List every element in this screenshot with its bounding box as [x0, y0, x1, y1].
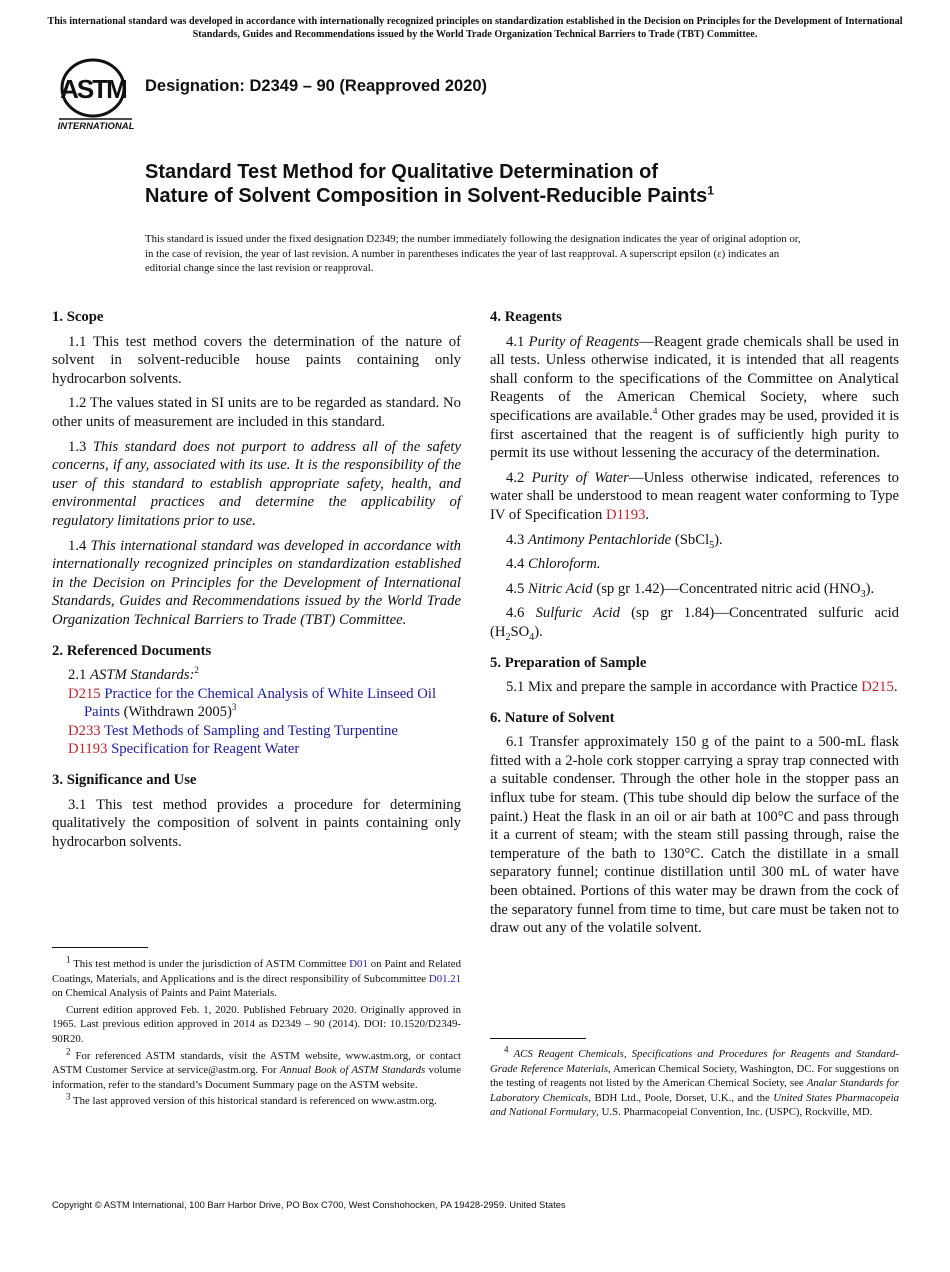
footnote-rule-right: [490, 1038, 586, 1039]
title-line-2: Nature of Solvent Composition in Solvent-Reducible Paints$^1$: [145, 183, 714, 207]
ref-d215: D215 Practice for the Chemical Analysis of White Linseed Oil Paints (Withdrawn 2005)$^3$: [68, 685, 437, 721]
para-4-6: 4.6 Sulfuric Acid (sp gr 1.84)—Concentrated sulfuric acid $(H_2SO_4)$.: [490, 605, 899, 643]
footnote-3: $^3$ The last approved version of this historical standard is referenced on www.astm.org.: [66, 1091, 437, 1108]
copyright-line: Copyright © ASTM International, 100 Barr Harbor Drive, PO Box C700, West Conshohocken, PA 19428-2959. United States: [52, 1199, 566, 1210]
para-1-1: 1.1 This test method covers the determination of the nature of solvent in solvent-reducible house paints containing only hydrocarbon solvents.: [52, 333, 461, 387]
ref-d233-title-link[interactable]: Test Methods of Sampling and Testing Turpentine: [104, 722, 398, 739]
para-1-3: 1.3 This standard does not purport to address all of the safety concerns, if any, associated with its use. It is the responsibility of the user of this standard to establish appropriate safety, health, and environmental practices and determine the applicability of regulatory limitations prior to use.: [52, 438, 462, 529]
title-line-1: Standard Test Method for Qualitative Determination of: [145, 161, 659, 183]
ref-d1193-title-link[interactable]: Specification for Reagent Water: [111, 741, 300, 758]
ref-d215-title-link[interactable]: Practice for the Chemical Analysis of White Linseed Oil Paints: [84, 685, 437, 721]
para-4-2: 4.2 Purity of Water—Unless otherwise indicated, references to water shall be understood to mean reagent water conforming to Type IV of Specification D1193.: [490, 469, 899, 523]
para-5-1: 5.1 Mix and prepare the sample in accordance with Practice D215.: [506, 679, 898, 696]
astm-logo-icon: [54, 58, 136, 132]
logo-subtext: INTERNATIONAL: [57, 121, 135, 132]
d215-link[interactable]: D215: [861, 679, 894, 696]
ref-d233: [52, 722, 461, 741]
ref-d1193-code-link[interactable]: D1193: [68, 741, 108, 758]
para-4-1: 4.1 Purity of Reagents—Reagent grade chemicals shall be used in all tests. Unless otherwise indicated, it is intended that all reagents shall conform to the specifications of the Committee on Analytical Reagents of the American Chemical Society, where such specifications are available.$^4$ Other grades may be used, provided it is first ascertained that the reagent is of sufficiently high purity to permit its use without lessening the accuracy of the determination.: [490, 333, 900, 462]
footnote-4: $^4$ ACS Reagent Chemicals, Specifications and Procedures for Reagents and Standard-Grade Reference Materials, American Chemical Society, Washington, DC. For suggestions on the testing of reagents not listed by the American Chemical Society, see Analar Standards for Laboratory Chemicals, BDH Ltd., Poole, Dorset, U.K., and the United States Pharmacopeia and National Formulary, U.S. Pharmacopeial Convention, Inc. (USPC), Rockville, MD.: [490, 1044, 900, 1119]
section-6-heading: 6. Nature of Solvent: [490, 709, 615, 726]
section-1-heading: 1. Scope: [52, 309, 104, 325]
para-3-1: 3.1 This test method provides a procedure for determining qualitatively the composition of solvent in paints containing only hydrocarbon solvents.: [52, 796, 461, 850]
top-notice: This international standard was developed in accordance with internationally recognized principles on standardization established in the Decision on Principles for the Development of International Standards, Guides and Recommendations issued by the World Trade Organization Technical Barriers to Trade (TBT) Committee.: [47, 16, 903, 40]
committee-d01-link[interactable]: D01: [349, 958, 368, 970]
ref-d215-code-link[interactable]: D215: [68, 685, 101, 702]
para-4-3: 4.3 Antimony Pentachloride (SbCl$_5$).: [506, 531, 723, 551]
footnote-4-ref[interactable]: 4: [652, 406, 658, 417]
logo-text: ASTM: [60, 74, 126, 104]
section-4-heading: 4. Reagents: [490, 309, 562, 325]
astm-logo: [54, 58, 136, 132]
para-2-1: 2.1 ASTM Standards:$^2$: [68, 665, 199, 684]
footnote-2: $^2$ For referenced ASTM standards, visit the ASTM website, www.astm.org, or contact ASTM Customer Service at service@astm.org. For Annual Book of ASTM Standards volume information, refer to the standard’s Document Summary page on the ASTM website.: [52, 1045, 461, 1091]
ref-d233-code-link[interactable]: D233: [68, 722, 101, 739]
section-2-heading: 2. Referenced Documents: [52, 642, 212, 659]
title-footnote-ref[interactable]: 1: [707, 183, 714, 198]
para-1-4: 1.4 This international standard was developed in accordance with internationally recognized principles on standardization established in the Decision on Principles for the Development of International Standards, Guides and Recommendations issued by the World Trade Organization Technical Barriers to Trade (TBT) Committee.: [52, 537, 461, 628]
ref-d1193: [52, 740, 461, 759]
section-5-heading: 5. Preparation of Sample: [490, 654, 647, 671]
footnote-1-edition: Current edition approved Feb. 1, 2020. Published February 2020. Originally approved in 1965. Last previous edition approved in 2014 as D2349 – 90 (2014). DOI: 10.1520/D2349-90R20.: [52, 1003, 461, 1045]
para-4-4: 4.4 Chloroform.: [506, 556, 601, 573]
para-6-1: 6.1 Transfer approximately 150 g of the paint to a 500-mL flask fitted with a 2-hole cork stopper carrying a spray trap connected with a suitable condenser. Through the other hole in the stopper pass an influx tube for steam. (This tube should dip below the surface of the paint.) Heat the flask in an oil or air bath at 100°C and pass through it a current of steam; with the steam still passing through, raise the temperature of the bath to 130°C. Catch the distillate in a small separatory funnel; continue distillation until 300 mL of water have been obtained. Portions of this water may be drawn from the cock of the separatory funnel from time to time, but care must be taken not to draw out any of the volatile solvent.: [490, 734, 899, 937]
issued-note: This standard is issued under the fixed designation D2349; the number immediately following the designation indicates the year of original adoption or, in the case of revision, the year of last revision. A number in parentheses indicates the year of last reapproval. A superscript epsilon (ε) indicates an editorial change since the last revision or reapproval.: [145, 233, 801, 275]
footnote-rule-left: [52, 947, 148, 948]
right-column: [490, 308, 899, 944]
footnote-1: $^1$ This test method is under the jurisdiction of ASTM Committee D01 on Paint and Related Coatings, Materials, and Applications and is the direct responsibility of Subcommittee D01.21 on Chemical Analysis of Paints and Paint Materials.: [52, 954, 461, 1000]
document-title: [145, 160, 865, 208]
subcommittee-d0121-link[interactable]: D01.21: [428, 972, 461, 985]
section-3-heading: 3. Significance and Use: [52, 772, 197, 789]
footnotes-right: [490, 1044, 900, 1122]
left-column: [52, 308, 461, 857]
footnotes-left: [52, 954, 461, 1111]
para-1-2: 1.2 The values stated in SI units are to be regarded as standard. No other units of measurement are included in this standard.: [52, 395, 461, 430]
d1193-link[interactable]: D1193: [605, 506, 646, 523]
designation: Designation: D2349 – 90 (Reapproved 2020): [145, 77, 488, 95]
para-4-5: 4.5 Nitric Acid (sp gr 1.42)—Concentrated nitric acid $(HNO_3)$.: [506, 580, 875, 600]
